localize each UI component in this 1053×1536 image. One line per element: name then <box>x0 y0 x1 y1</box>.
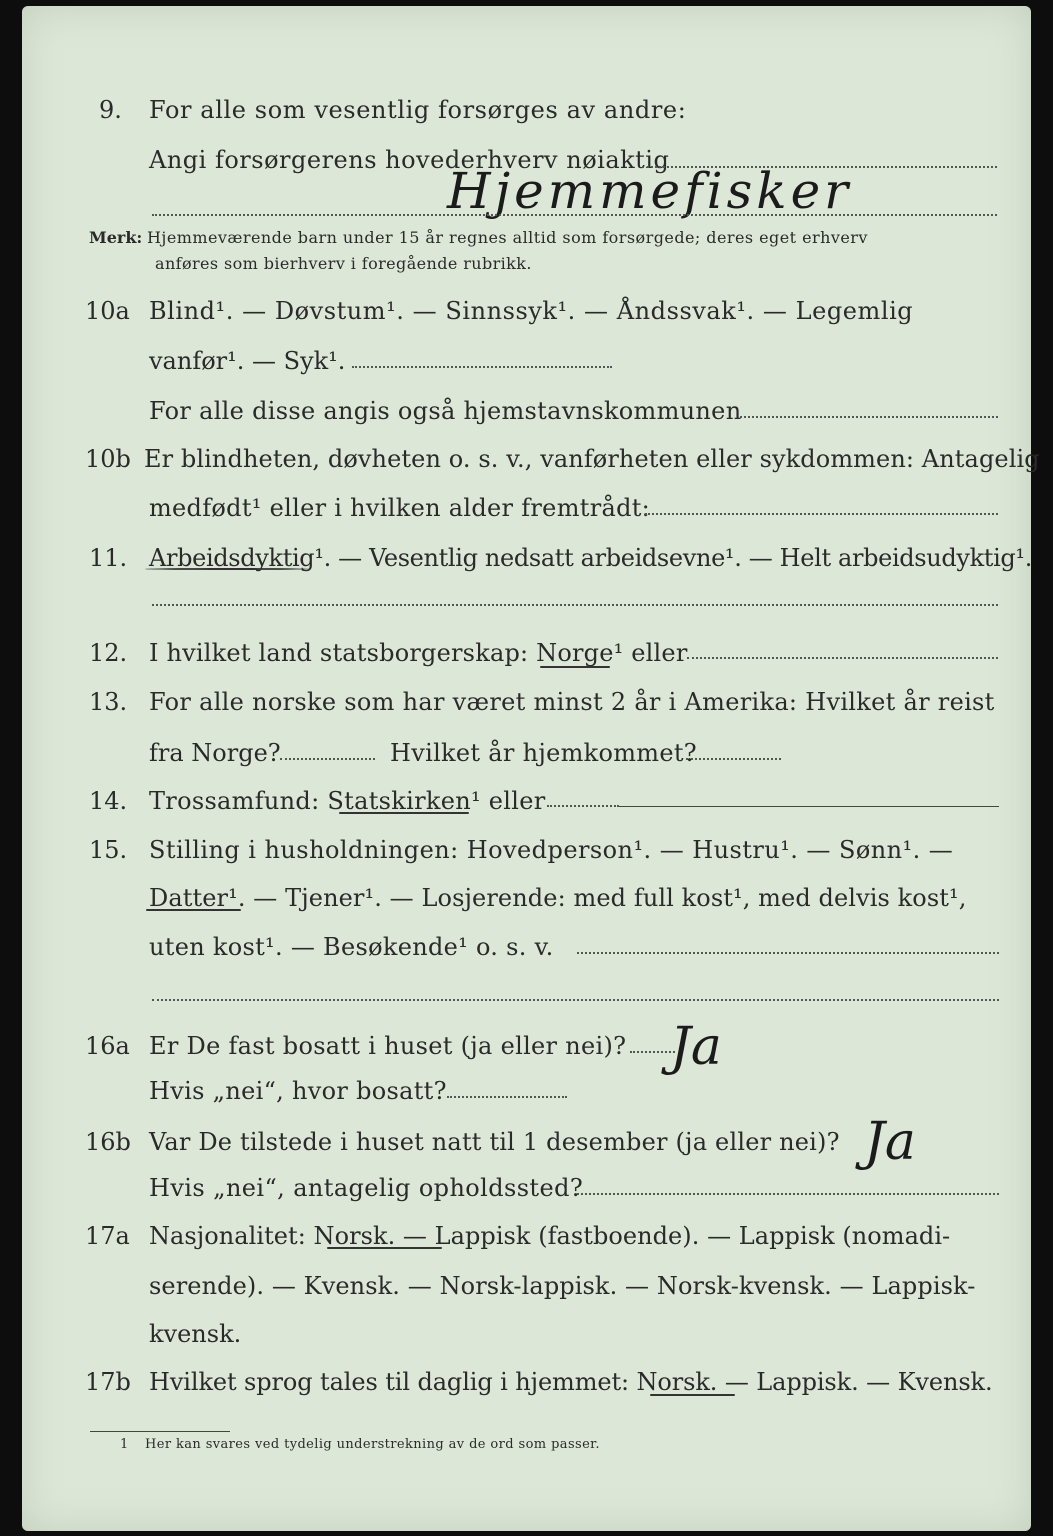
footnote-text: Her kan svares ved tydelig understrekning av de ord som passer. <box>145 1437 600 1452</box>
footnote-divider <box>90 1431 230 1432</box>
q13-answer-line-hjemkommet <box>686 758 781 760</box>
question-number-16a: 16a <box>85 1032 130 1060</box>
merk-label: Merk: <box>89 228 143 247</box>
question-number-17b: 17b <box>85 1368 131 1396</box>
q10a-text-line3: For alle disse angis også hjemstavnskommunen <box>149 397 742 425</box>
q16b-handwritten-answer: Ja <box>864 1112 916 1172</box>
q15-text-line2: Datter¹. — Tjener¹. — Losjerende: med full kost¹, med delvis kost¹, <box>149 884 967 912</box>
q10a-text-line2: vanfør¹. — Syk¹. <box>149 347 346 375</box>
q13-text-line2b: Hvilket år hjemkommet? <box>390 739 697 767</box>
merk-text-line2: anføres som bierhverv i foregående rubrikk. <box>155 254 532 273</box>
q15-answer-line2 <box>152 999 999 1001</box>
q13-text-line1: For alle norske som har været minst 2 år i Amerika: Hvilket år reist <box>149 688 995 716</box>
q12-answer-underline <box>540 666 610 668</box>
question-number-14: 14. <box>89 787 128 815</box>
question-number-17a: 17a <box>85 1222 130 1250</box>
q11-answer-underline <box>145 568 310 570</box>
q12-answer-line <box>687 657 998 659</box>
q15-answer-underline <box>146 909 241 911</box>
q11-text-line1: Arbeidsdyktig¹. — Vesentlig nedsatt arbeidsevne¹. — Helt arbeidsudyktig¹. <box>149 544 1032 572</box>
question-number-11: 11. <box>89 544 128 572</box>
q16b-text-line1: Var De tilstede i huset natt til 1 desember (ja eller nei)? <box>149 1128 840 1156</box>
q10b-answer-line <box>645 513 998 515</box>
q16a-answer-line1 <box>630 1051 675 1053</box>
question-number-15: 15. <box>89 836 128 864</box>
q10b-text-line1: Er blindheten, døvheten o. s. v., vanførheten eller sykdommen: Antagelig <box>144 445 1040 473</box>
q15-text-line3: uten kost¹. — Besøkende¹ o. s. v. <box>149 933 554 961</box>
q12-text-line1: I hvilket land statsborgerskap: Norge¹ eller <box>149 639 688 667</box>
q16b-text-line2: Hvis „nei“, antagelig opholdssted? <box>149 1174 584 1202</box>
q16a-text-line1: Er De fast bosatt i huset (ja eller nei)? <box>149 1032 627 1060</box>
q9-handwritten-answer: Hjemmefisker <box>447 162 853 220</box>
q16a-text-line2: Hvis „nei“, hvor bosatt? <box>149 1077 447 1105</box>
question-number-16b: 16b <box>85 1128 131 1156</box>
q16b-answer-line <box>577 1193 999 1195</box>
question-number-9: 9. <box>99 96 122 124</box>
q10a-answer-line2 <box>740 416 998 418</box>
q14-text-line1: Trossamfund: Statskirken¹ eller <box>149 787 546 815</box>
q9-text-line1: For alle som vesentlig forsørges av andre: <box>149 96 687 124</box>
question-number-10a: 10a <box>85 297 130 325</box>
q9-answer-line2 <box>152 214 997 216</box>
q14-answer-line-a <box>547 805 619 807</box>
question-number-12: 12. <box>89 639 128 667</box>
q13-text-line2a: fra Norge? <box>149 739 281 767</box>
q17b-answer-underline <box>650 1394 735 1396</box>
q13-answer-line-reist <box>280 758 375 760</box>
q15-answer-line1 <box>577 952 999 954</box>
q14-answer-line-b <box>619 806 999 807</box>
q16a-handwritten-answer: Ja <box>670 1017 722 1077</box>
q11-answer-line <box>152 604 998 606</box>
q17a-text-line2: serende). — Kvensk. — Norsk-lappisk. — Norsk-kvensk. — Lappisk- <box>149 1272 976 1300</box>
q16a-answer-line2 <box>447 1096 567 1098</box>
q10a-answer-line1 <box>352 366 612 368</box>
q14-answer-underline <box>339 812 469 814</box>
q17a-text-line3: kvensk. <box>149 1320 242 1348</box>
question-number-10b: 10b <box>85 445 131 473</box>
q17a-answer-underline <box>327 1247 442 1249</box>
q17a-text-line1: Nasjonalitet: Norsk. — Lappisk (fastboende). — Lappisk (nomadi- <box>149 1222 951 1250</box>
q10a-text-line1: Blind¹. — Døvstum¹. — Sinnssyk¹. — Åndssvak¹. — Legemlig <box>149 297 914 325</box>
census-form-page <box>22 6 1040 1531</box>
question-number-13: 13. <box>89 688 128 716</box>
q9-text-line2: Angi forsørgerens hovederhverv nøiaktig <box>149 146 670 174</box>
merk-text-line1: Hjemmeværende barn under 15 år regnes alltid som forsørgede; deres eget erhverv <box>147 228 868 247</box>
q10b-text-line2: medfødt¹ eller i hvilken alder fremtrådt: <box>149 494 651 522</box>
q15-text-line1: Stilling i husholdningen: Hovedperson¹. — Hustru¹. — Sønn¹. — <box>149 836 954 864</box>
q17b-text-line1: Hvilket sprog tales til daglig i hjemmet: Norsk. — Lappisk. — Kvensk. <box>149 1368 993 1396</box>
footnote-mark: 1 <box>120 1437 129 1452</box>
